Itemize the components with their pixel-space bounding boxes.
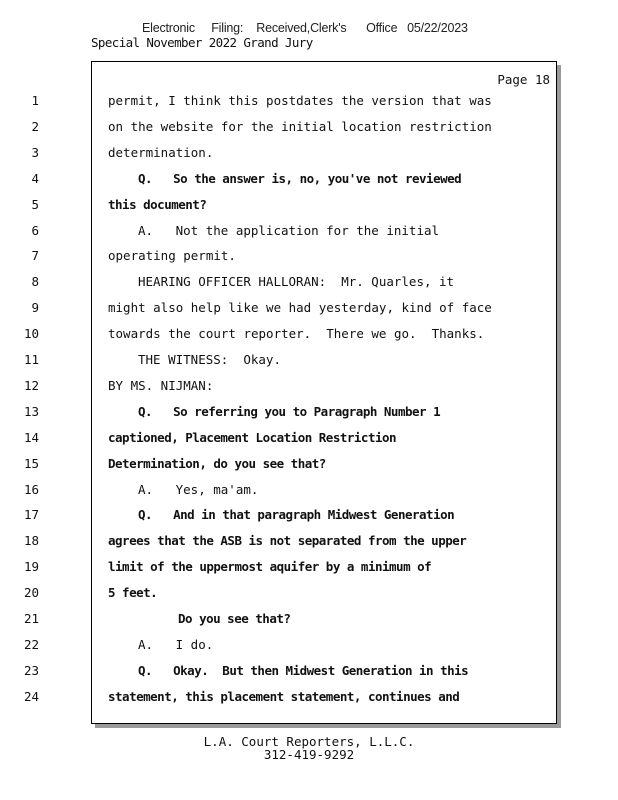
footer-phone: 312-419-9292	[263, 747, 355, 762]
line-number: 23	[23, 662, 39, 678]
line-number: 6	[31, 222, 39, 238]
line-number: 1	[31, 93, 39, 108]
transcript-line: BY MS. NIJMAN:	[108, 377, 214, 393]
transcript-line: Q. And in that paragraph Midwest Generation	[138, 507, 455, 523]
line-number: 21	[23, 611, 39, 626]
line-number: 12	[23, 377, 39, 393]
transcript-line: A. Not the application for the initial	[138, 222, 440, 238]
line-number: 18	[23, 533, 39, 549]
transcript-line: on the website for the initial location restriction	[108, 118, 492, 134]
line-number: 14	[23, 429, 39, 445]
transcript-line: Q. So the answer is, no, you've not reviewed	[138, 170, 462, 186]
transcript-line: limit of the uppermost aquifer by a minimum of	[108, 559, 432, 575]
transcript-line: towards the court reporter. There we go. Thanks.	[108, 326, 485, 342]
transcript-line: 5 feet.	[108, 585, 158, 601]
transcript-page	[23, 61, 557, 724]
transcript-line: statement, this placement statement, continues and	[108, 688, 460, 704]
transcript-line: might also help like we had yesterday, kind of face	[108, 300, 492, 316]
line-number: 4	[31, 170, 39, 186]
line-number: 3	[31, 144, 39, 160]
line-number: 24	[23, 688, 39, 704]
line-number: 2	[31, 118, 39, 134]
transcript-line: A. Yes, ma'am.	[138, 481, 259, 497]
line-number: 10	[23, 326, 39, 342]
transcript-line: Q. Okay. But then Midwest Generation in this	[138, 662, 469, 678]
line-number: 19	[23, 559, 39, 575]
line-number: 8	[31, 274, 39, 290]
transcript-line: this document?	[108, 196, 207, 212]
case-title: Special November 2022 Grand Jury	[91, 35, 313, 50]
transcript-line: permit, I think this postdates the version that was	[108, 93, 492, 108]
transcript-line: Do you see that?	[178, 611, 291, 626]
transcript-line: THE WITNESS: Okay.	[138, 352, 281, 367]
transcript-line: Q. So referring you to Paragraph Number 1	[138, 403, 441, 419]
transcript-line: agrees that the ASB is not separated from the upper	[108, 533, 467, 549]
line-number: 13	[23, 403, 39, 419]
transcript-line: HEARING OFFICER HALLORAN: Mr. Quarles, it	[138, 274, 455, 290]
line-number: 16	[23, 481, 39, 497]
filing-stamp: Electronic Filing: Received,Clerk's Office 05/22/2023	[142, 21, 468, 35]
page-label: Page 18	[497, 72, 550, 87]
line-number: 15	[23, 455, 39, 471]
line-number: 11	[23, 352, 39, 367]
line-number: 17	[23, 507, 39, 523]
line-number: 22	[23, 636, 39, 652]
transcript-line: Determination, do you see that?	[108, 455, 326, 471]
line-number: 5	[31, 196, 39, 212]
line-number: 7	[31, 248, 39, 264]
line-number: 20	[23, 585, 39, 601]
footer-company: L.A. Court Reporters, L.L.C.	[203, 734, 415, 749]
transcript-line: operating permit.	[108, 248, 236, 264]
transcript-line: captioned, Placement Location Restriction	[108, 429, 397, 445]
transcript-line: determination.	[108, 144, 214, 160]
line-number: 9	[31, 300, 39, 316]
transcript-line: A. I do.	[138, 636, 214, 652]
